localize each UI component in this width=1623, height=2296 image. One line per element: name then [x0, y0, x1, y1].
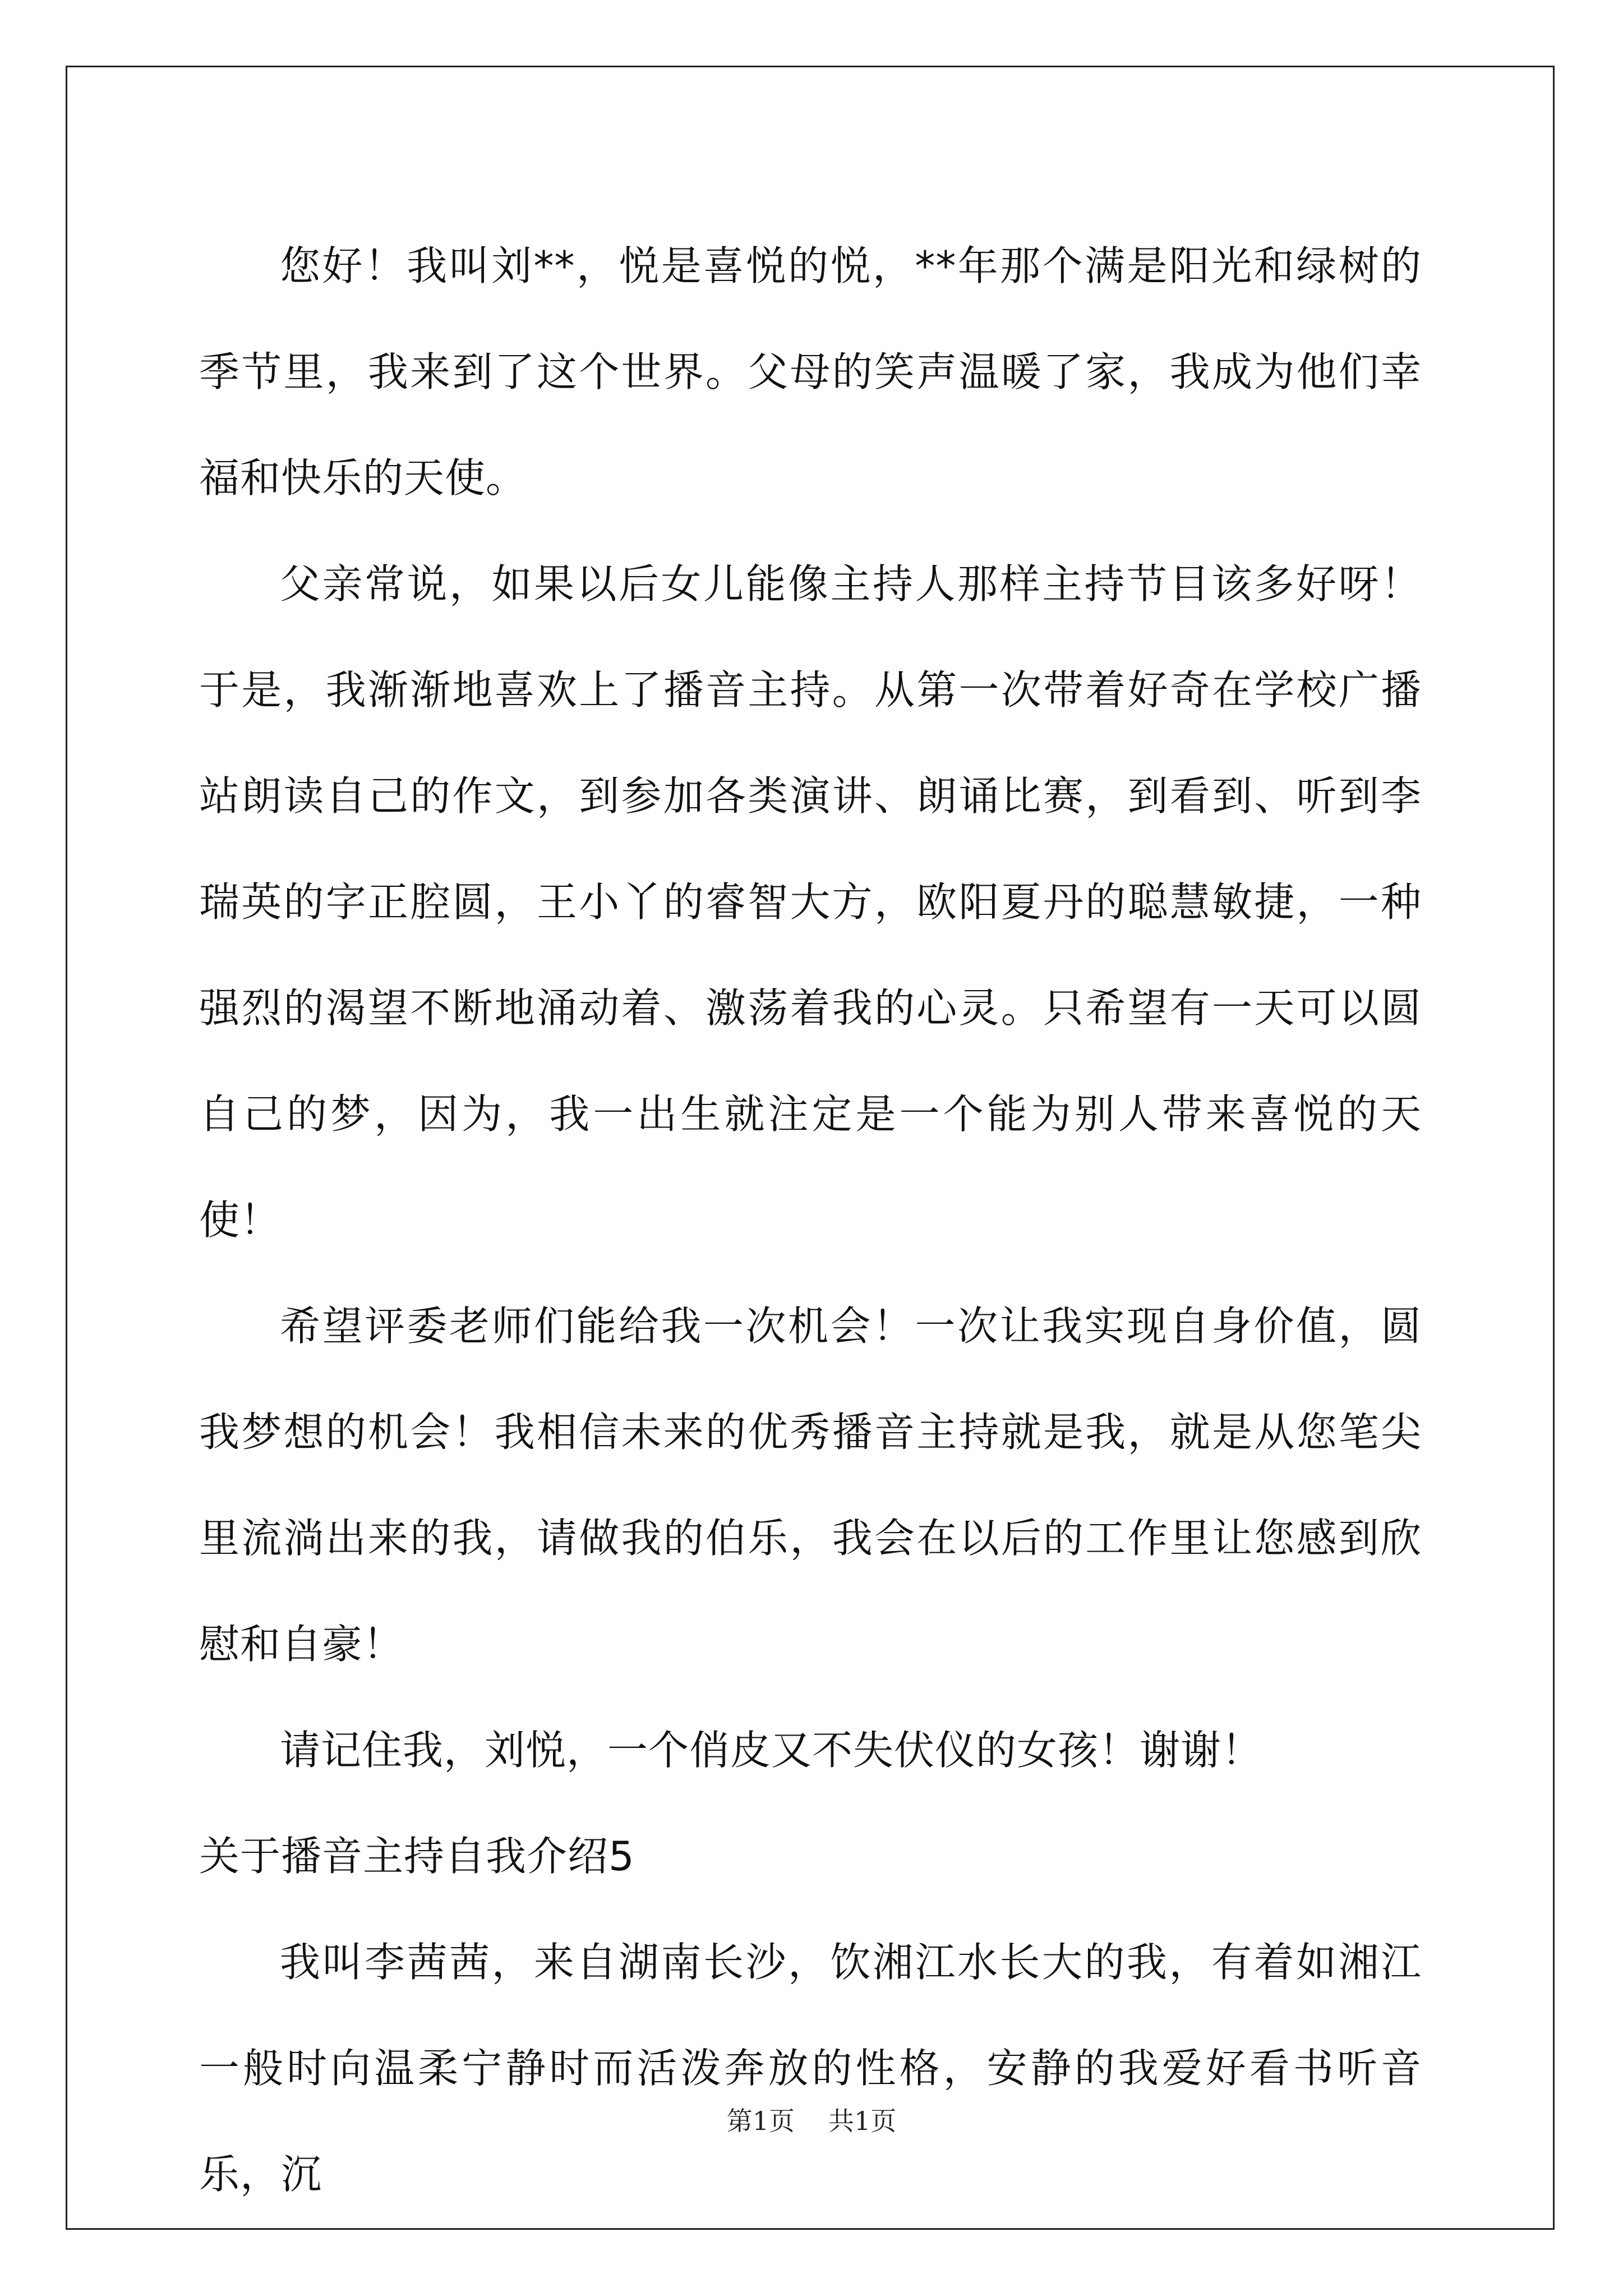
- page-footer: [0, 2101, 1623, 2138]
- page-number-current: 第1页: [726, 2106, 795, 2136]
- section-heading: 关于播音主持自我介绍5: [199, 1833, 635, 1880]
- paragraph-closing: 请记住我，刘悦，一个俏皮又不失伏仪的女孩！谢谢！: [280, 1727, 1263, 1774]
- paragraph-next-intro: 我叫李茜茜，来自湖南长沙，饮湘江水长大的我，有着如湘江一般时向温柔宁静时而活泼奔放的性格，安静的我爱好看书听音乐，沉: [199, 1939, 1422, 2198]
- paragraph-hope: 希望评委老师们能给我一次机会！一次让我实现自身价值，圆我梦想的机会！我相信未来的优秀播音主持就是我，就是从您笔尖里流淌出来的我，请做我的伯乐，我会在以后的工作里让您感到欣慰和自豪！: [199, 1303, 1422, 1668]
- document-body: [199, 213, 1422, 2228]
- paragraph-intro: 您好！我叫刘**，悦是喜悦的悦，**年那个满是阳光和绿树的季节里，我来到了这个世界。父母的笑声温暖了家，我成为他们幸福和快乐的天使。: [199, 242, 1422, 501]
- paragraph-father: 父亲常说，如果以后女儿能像主持人那样主持节目该多好呀！于是，我渐渐地喜欢上了播音主持。从第一次带着好奇在学校广播站朗读自己的作文，到参加各类演讲、朗诵比赛，到看到、听到李瑞英的字正腔圆，王小丫的睿智大方，欧阳夏丹的聪慧敏捷，一种强烈的渴望不断地涌动着、激荡着我的心灵。只希望有一天可以圆自己的梦，因为，我一出生就注定是一个能为别人带来喜悦的天使！: [199, 560, 1422, 1244]
- page-number-total: 共1页: [828, 2106, 897, 2136]
